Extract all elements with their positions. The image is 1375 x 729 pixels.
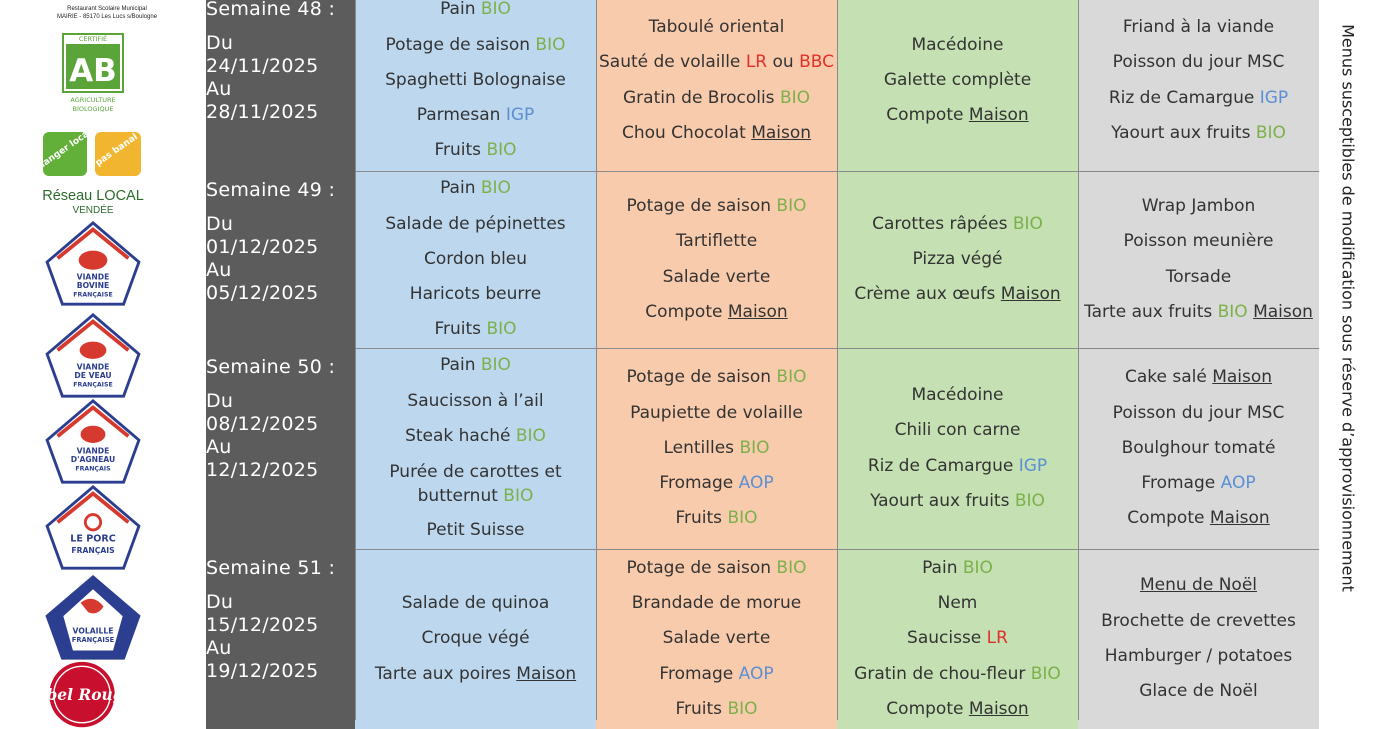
dish-line — [385, 63, 566, 98]
veau-line-2: DE VEAU — [74, 371, 112, 380]
dish-name: Friand à la viande — [1122, 16, 1275, 37]
dish-name: Glace de Noël — [1139, 681, 1258, 702]
quality-tag: IGP — [505, 105, 535, 126]
dish-name: Compote — [886, 698, 969, 719]
friday-menu — [1078, 0, 1319, 171]
dish-name: Gratin de Brocolis — [623, 87, 780, 108]
dish-line — [907, 621, 1008, 656]
bio-tag: BIO — [503, 486, 534, 507]
bio-tag: BIO — [776, 195, 807, 216]
dish-line — [645, 295, 787, 330]
dish-name: Riz de Camargue — [867, 455, 1019, 476]
porc-francais-logo — [42, 484, 144, 572]
week-title: Semaine 50 : — [206, 356, 336, 378]
dish-name: Brochette de crevettes — [1101, 610, 1296, 631]
date-from: 01/12/2025 — [206, 236, 319, 258]
bio-tag: BIO — [535, 34, 566, 55]
dish-line — [886, 692, 1028, 727]
dish-name: Salade de quinoa — [401, 593, 550, 614]
ab-certifie-text: CERTIFIÉ — [78, 35, 108, 43]
dish-line — [1142, 189, 1256, 224]
label-tag: LR — [745, 52, 768, 73]
dish-name: Parmesan — [416, 105, 506, 126]
tuesday-menu — [596, 348, 837, 549]
date-from: 08/12/2025 — [206, 413, 319, 435]
dish-name: Yaourt aux fruits — [1111, 122, 1256, 143]
dish-line — [1141, 466, 1255, 501]
dish-name: Compote — [886, 105, 969, 126]
veau-line-3: FRANÇAISE — [73, 381, 113, 389]
bovine-line-2: BOVINE — [76, 280, 110, 290]
friday-menu — [1078, 549, 1319, 729]
volaille-line-2: FRANÇAISE — [71, 635, 115, 644]
bio-tag: BIO — [1012, 213, 1043, 234]
dish-line — [599, 45, 834, 80]
dish-line — [1127, 501, 1269, 536]
dish-name: Salade verte — [662, 628, 771, 649]
restaurant-name: Restaurant Scolaire Municipal — [67, 6, 147, 12]
viande-bovine-francaise-logo — [42, 220, 144, 308]
dish-line — [440, 0, 511, 28]
bovine-line-1: VIANDE — [76, 272, 110, 282]
date-from: 24/11/2025 — [206, 55, 319, 77]
bio-tag: BIO — [1014, 490, 1045, 511]
dish-name: Crème aux œufs — [854, 284, 1001, 305]
dish-line — [675, 692, 757, 727]
dish-line — [1124, 224, 1274, 259]
dish-line — [627, 360, 807, 395]
dish-name: Haricots beurre — [409, 284, 542, 305]
dish-line — [854, 657, 1061, 692]
week-title: Semaine 48 : — [206, 0, 336, 20]
week-dates — [206, 0, 355, 171]
vendee-text: VENDÉE — [72, 205, 114, 216]
week-dates — [206, 348, 355, 549]
dish-line — [659, 466, 773, 501]
dish-line — [868, 449, 1047, 484]
maison-tag: Maison — [1253, 301, 1313, 322]
maison-tag: Maison — [1212, 367, 1273, 388]
dish-name: Poisson meunière — [1123, 231, 1274, 252]
thursday-menu — [837, 0, 1078, 171]
quality-tag: AOP — [1220, 473, 1256, 494]
du-label: Du — [206, 213, 234, 235]
dish-line — [884, 63, 1031, 98]
dish-name: Petit Suisse — [426, 520, 525, 541]
label-tag: LR — [986, 628, 1008, 649]
column-divider — [1078, 0, 1079, 720]
dish-name: Fruits — [675, 508, 728, 529]
dish-line — [417, 98, 535, 133]
row-divider — [355, 549, 1319, 550]
monday-menu — [355, 0, 596, 171]
dish-name: Potage de saison — [626, 367, 777, 388]
week-dates — [206, 549, 355, 729]
week-title: Semaine 49 : — [206, 179, 336, 201]
agneau-line-3: FRANÇAIS — [75, 465, 111, 473]
du-label: Du — [206, 591, 234, 613]
agneau-line-2: D'AGNEAU — [70, 455, 116, 465]
dish-name: Salade de pépinettes — [385, 213, 566, 234]
viande-veau-francaise-logo — [42, 312, 144, 400]
dish-name: Fruits — [675, 698, 728, 719]
volaille-line-1: VOLAILLE — [72, 626, 114, 636]
dish-line — [630, 396, 803, 431]
dish-name: Pain — [440, 355, 481, 376]
dish-line — [410, 277, 541, 312]
dish-line — [872, 207, 1043, 242]
bio-tag: BIO — [727, 508, 758, 529]
bovine-line-3: FRANÇAISE — [73, 291, 113, 299]
column-divider — [837, 0, 838, 720]
dish-line — [627, 551, 807, 586]
porc-line-1: LE PORC — [70, 533, 116, 545]
dish-line — [1139, 674, 1257, 709]
date-to: 28/11/2025 — [206, 101, 319, 123]
dish-name: Lentilles — [663, 437, 740, 458]
dish-line — [854, 277, 1060, 312]
au-label: Au — [206, 637, 232, 659]
dish-name: Spaghetti Bolognaise — [385, 69, 566, 90]
dish-name: Sauté de volaille — [599, 52, 746, 73]
pas-banal-text: pas banal — [93, 132, 140, 169]
dish-line — [407, 384, 543, 419]
week-row — [206, 0, 1319, 171]
dish-name: Brandade de morue — [631, 593, 802, 614]
week-row — [206, 549, 1319, 729]
au-label: Au — [206, 78, 232, 100]
monday-menu — [355, 171, 596, 348]
dish-name: Pizza végé — [912, 248, 1003, 269]
dish-line — [405, 419, 546, 454]
dish-name: Potage de saison — [626, 557, 777, 578]
maison-tag: Maison — [968, 105, 1029, 126]
veau-line-1: VIANDE — [76, 362, 110, 372]
label-rouge-text: label Rouge — [30, 685, 134, 704]
dish-line — [663, 260, 771, 295]
dish-line — [1123, 10, 1274, 45]
dish-line — [440, 348, 511, 383]
dish-line — [663, 431, 769, 466]
viande-agneau-francais-logo — [42, 398, 144, 486]
dish-line — [386, 28, 566, 63]
column-divider — [355, 0, 356, 720]
dish-line — [375, 657, 576, 692]
maison-tag: Maison — [727, 301, 788, 322]
bio-tag: BIO — [776, 557, 807, 578]
bio-tag: BIO — [480, 355, 511, 376]
dish-name: Fromage — [659, 473, 739, 494]
dish-name: Hamburger / potatoes — [1104, 646, 1293, 666]
dish-name: Gratin de chou-fleur — [854, 663, 1031, 684]
label-tag: BBC — [799, 52, 834, 73]
dish-line — [1122, 431, 1276, 466]
agneau-line-1: VIANDE — [76, 446, 110, 456]
dish-name: Taboulé oriental — [648, 16, 785, 37]
dish-line — [911, 28, 1003, 63]
bio-tag: BIO — [1255, 122, 1286, 143]
du-label: Du — [206, 390, 234, 412]
bio-tag: BIO — [776, 367, 807, 388]
bio-tag: BIO — [486, 140, 517, 161]
dish-name: Compote — [645, 301, 728, 322]
dish-line — [1140, 568, 1257, 603]
tuesday-menu — [596, 0, 837, 171]
dish-name: Fromage — [659, 663, 739, 684]
dish-name: Carottes râpées — [872, 213, 1013, 234]
dish-name: Galette complète — [883, 69, 1032, 90]
dish-line — [870, 484, 1045, 519]
dish-name: Saucisse — [907, 628, 987, 649]
dish-line — [426, 513, 524, 548]
dish-line — [1105, 639, 1292, 674]
dish-name: Riz de Camargue — [1108, 87, 1260, 108]
thursday-menu — [837, 549, 1078, 729]
date-to: 12/12/2025 — [206, 459, 319, 481]
bio-tag: BIO — [727, 698, 758, 719]
dish-line — [895, 413, 1021, 448]
column-divider — [596, 0, 597, 720]
dish-name: Salade verte — [662, 266, 771, 287]
dish-name: Poisson du jour MSC — [1112, 402, 1285, 423]
dish-line — [355, 454, 596, 513]
dish-name: Fromage — [1141, 473, 1221, 494]
porc-line-2: FRANÇAIS — [71, 545, 115, 555]
dish-name: Wrap Jambon — [1141, 195, 1256, 216]
supply-note — [1320, 0, 1375, 720]
dish-line — [675, 501, 757, 536]
dish-name: Macédoine — [911, 384, 1004, 405]
dish-line — [922, 551, 993, 586]
bio-tag: BIO — [739, 437, 770, 458]
au-label: Au — [206, 436, 232, 458]
quality-tag: AOP — [738, 473, 774, 494]
volaille-francaise-logo — [42, 574, 144, 662]
dish-line — [623, 81, 810, 116]
dish-line — [659, 657, 773, 692]
dish-line — [938, 586, 978, 621]
dish-line — [663, 621, 771, 656]
week-row — [206, 171, 1319, 348]
dish-name: Nem — [937, 593, 978, 614]
dish-name: Tarte aux fruits — [1084, 301, 1218, 322]
dish-name: Fruits — [434, 140, 487, 161]
label-rouge-logo — [30, 660, 134, 720]
dish-line — [1125, 360, 1272, 395]
dish-name: Macédoine — [911, 34, 1004, 55]
maison-tag: Menu de Noël — [1139, 575, 1258, 596]
dish-name: Cordon bleu — [423, 248, 528, 269]
ab-letters: AB — [69, 53, 117, 89]
dish-name: Pain — [440, 0, 481, 20]
monday-menu — [355, 348, 596, 549]
maison-tag: Maison — [1000, 284, 1061, 305]
labels-column — [0, 0, 206, 720]
dish-line — [886, 98, 1028, 133]
dish-line — [1113, 45, 1285, 80]
bio-tag: BIO — [515, 426, 546, 446]
date-from: 15/12/2025 — [206, 614, 319, 636]
ab-agriculture-text: AGRICULTURE — [70, 96, 116, 104]
thursday-menu — [837, 171, 1078, 348]
tuesday-menu — [596, 171, 837, 348]
restaurant-header — [48, 5, 166, 21]
reseau-local-title: Réseau LOCAL — [42, 188, 144, 204]
thursday-menu — [837, 348, 1078, 549]
date-to: 19/12/2025 — [206, 660, 319, 682]
dish-connector: ou — [767, 52, 800, 73]
dish-name: Tarte aux poires — [374, 663, 517, 684]
dish-name: Pain — [440, 178, 481, 199]
dish-name: Potage de saison — [626, 195, 777, 216]
dish-line — [1101, 604, 1296, 639]
dish-line — [1111, 116, 1286, 151]
dish-line — [434, 312, 516, 347]
dish-name: Croque végé — [421, 628, 530, 649]
bio-tag: BIO — [1217, 301, 1248, 322]
dish-line — [1166, 260, 1231, 295]
dish-line — [622, 116, 811, 151]
bio-tag: BIO — [486, 319, 517, 340]
dish-line — [1113, 396, 1285, 431]
dish-name: Compote — [1127, 508, 1210, 529]
week-title: Semaine 51 : — [206, 557, 336, 579]
dish-name: Chou Chocolat — [621, 122, 752, 143]
week-row — [206, 348, 1319, 549]
reseau-local-logo — [34, 127, 146, 216]
dish-line — [1084, 295, 1313, 330]
maison-tag: Maison — [1209, 508, 1270, 529]
dish-name: Boulghour tomaté — [1121, 437, 1276, 458]
dish-name: Poisson du jour MSC — [1112, 52, 1285, 73]
dish-name: Chili con carne — [894, 420, 1021, 441]
bio-tag: BIO — [480, 178, 511, 199]
dish-name: Paupiette de volaille — [630, 402, 803, 423]
bio-tag: BIO — [779, 87, 810, 108]
dish-name: Potage de saison — [385, 34, 536, 55]
dish-line — [912, 242, 1002, 277]
dish-line — [385, 207, 565, 242]
dish-line — [1109, 81, 1288, 116]
dish-name: Pain — [922, 557, 963, 578]
quality-tag: IGP — [1259, 87, 1289, 108]
week-dates — [206, 171, 355, 348]
dish-line — [632, 586, 802, 621]
bio-tag: BIO — [962, 557, 993, 578]
monday-menu — [355, 549, 596, 729]
dish-name: Yaourt aux fruits — [870, 490, 1015, 511]
dish-name: Purée de carottes et butternut — [389, 462, 562, 507]
du-label: Du — [206, 32, 234, 54]
dish-name: Saucisson à l’ail — [407, 390, 544, 411]
menu-table — [206, 0, 1319, 720]
row-divider — [355, 171, 1319, 172]
dish-name: Fruits — [434, 319, 487, 340]
dish-line — [421, 621, 529, 656]
date-to: 05/12/2025 — [206, 282, 319, 304]
quality-tag: AOP — [738, 663, 774, 684]
row-divider — [355, 348, 1319, 349]
dish-name: Cake salé — [1124, 367, 1213, 388]
bio-tag: BIO — [480, 0, 511, 20]
dish-line — [402, 586, 550, 621]
dish-line — [424, 242, 527, 277]
dish-line — [911, 378, 1003, 413]
supply-note-text: Menus susceptibles de modification sous réserve d’approvisionnement — [1338, 24, 1357, 592]
friday-menu — [1078, 171, 1319, 348]
ab-biologique-text: BIOLOGIQUE — [72, 105, 114, 113]
maison-tag: Maison — [751, 122, 812, 143]
maison-tag: Maison — [968, 698, 1029, 719]
au-label: Au — [206, 259, 232, 281]
dish-line — [676, 224, 757, 259]
tuesday-menu — [596, 549, 837, 729]
dish-line — [440, 171, 511, 206]
restaurant-address: MAIRIE - 85170 Les Lucs s/Boulogne — [56, 14, 158, 20]
manger-local-text: Manger local — [34, 127, 94, 174]
dish-name: Steak haché — [405, 426, 516, 446]
dish-line — [434, 133, 516, 168]
friday-menu — [1078, 348, 1319, 549]
quality-tag: IGP — [1018, 455, 1048, 476]
dish-name: Tartiflette — [675, 231, 758, 252]
maison-tag: Maison — [516, 663, 577, 684]
dish-line — [627, 189, 807, 224]
dish-name: Torsade — [1165, 266, 1232, 287]
dish-line — [649, 10, 785, 45]
bio-tag: BIO — [1030, 663, 1061, 684]
ab-organic-logo — [62, 32, 124, 118]
